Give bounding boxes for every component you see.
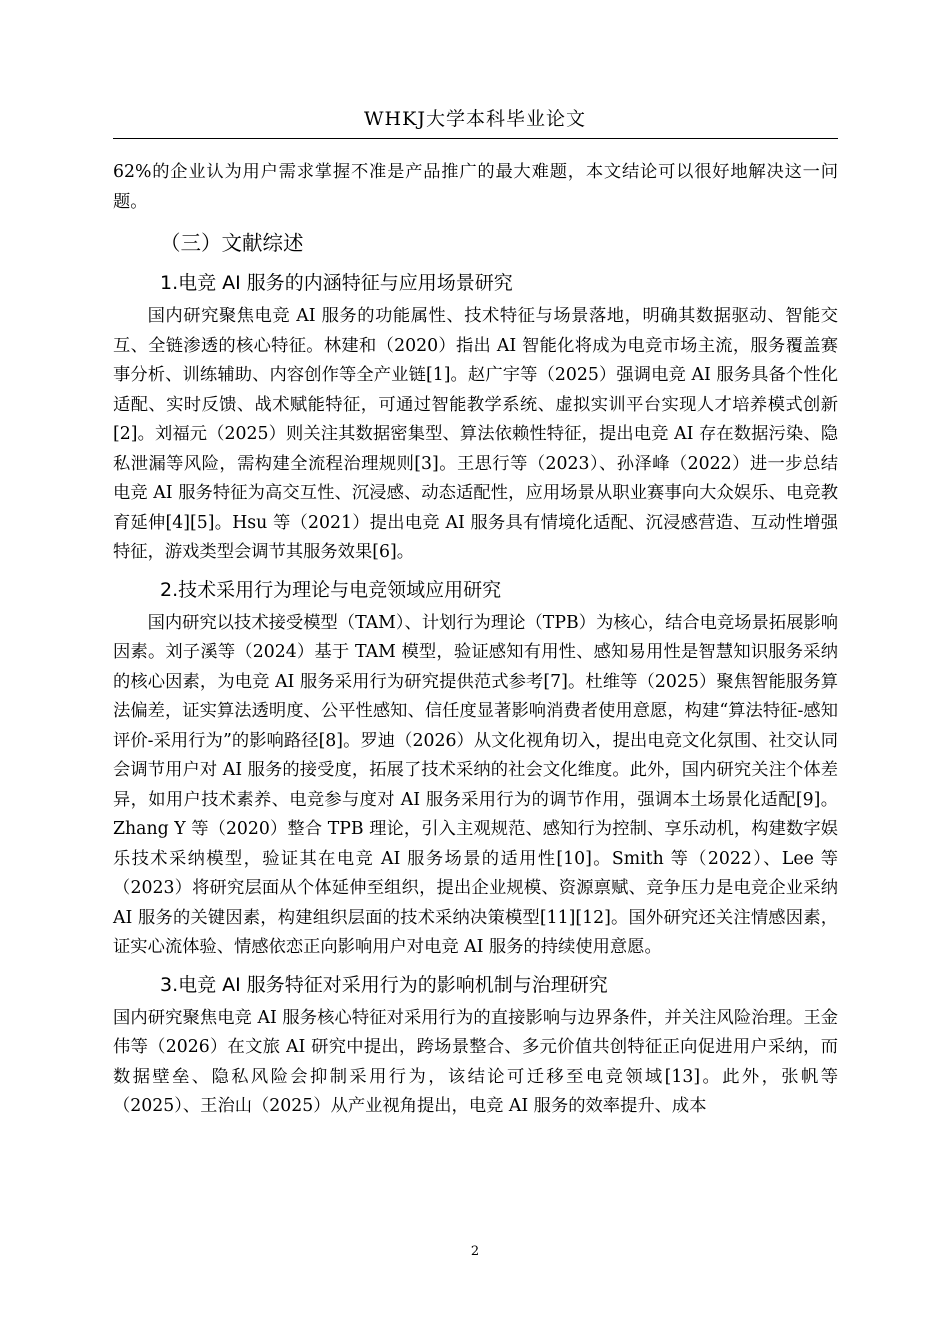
subsection-heading-2: 2.技术采用行为理论与电竞领域应用研究 bbox=[160, 578, 502, 601]
paragraph-1: 国内研究聚焦电竞 AI 服务的功能属性、技术特征与场景落地，明确其数据驱动、智能交互、全链渗透的核心特征。林建和（2020）指出 AI 智能化将成为电竞市场主流，服务覆盖赛事分析、训练辅助、内容创作等全产业链[1]。赵广宇等（2025）强调电竞 AI 服务具备个性化适配、实时反馈、战术赋能特征，可通过智能教学系统、虚拟实训平台实现人才培养模式创新[2]。刘福元（2025）则关注其数据密集型、算法依赖性特征，提出电竞 AI 存在数据污染、隐私泄漏等风险，需构建全流程治理规则[3]。王思行等（2023）、孙泽峰（2022）进一步总结电竞 AI 服务特征为高交互性、沉浸感、动态适配性，应用场景从职业赛事向大众娱乐、电竞教育延伸[4][5]。Hsu 等（2021）提出电竞 AI 服务具有情境化适配、沉浸感营造、互动性增强特征，游戏类型会调节其服务效果[6]。 bbox=[113, 306, 838, 562]
body-content bbox=[113, 158, 838, 1122]
running-header: WHKJ大学本科毕业论文 bbox=[364, 108, 586, 130]
paragraph-3: 国内研究聚焦电竞 AI 服务核心特征对采用行为的直接影响与边界条件，并关注风险治理。王金伟等（2026）在文旅 AI 研究中提出，跨场景整合、多元价值共创特征正向促进用户采纳，而数据壁垒、隐私风险会抑制采用行为，该结论可迁移至电竞领域[13]。此外，张帆等（2025）、王治山（2025）从产业视角提出，电竞 AI 服务的效率提升、成本 bbox=[113, 1007, 838, 1116]
header-rule bbox=[113, 138, 838, 139]
paragraph-2: 国内研究以技术接受模型（TAM）、计划行为理论（TPB）为核心，结合电竞场景拓展影响因素。刘子溪等（2024）基于 TAM 模型，验证感知有用性、感知易用性是智慧知识服务采纳的核心因素，为电竞 AI 服务采用行为研究提供范式参考[7]。杜维等（2025）聚焦智能服务算法偏差，证实算法透明度、公平性感知、信任度显著影响消费者使用意愿，构建“算法特征-感知评价-采用行为”的影响路径[8]。罗迪（2026）从文化视角切入，提出电竞文化氛围、社交认同会调节用户对 AI 服务的接受度，拓展了技术采纳的社会文化维度。此外，国内研究关注个体差异，如用户技术素养、电竞参与度对 AI 服务采用行为的调节作用，强调本土场景化适配[9]。Zhang Y 等（2020）整合 TPB 理论，引入主观规范、感知行为控制、享乐动机，构建数字娱乐技术采纳模型，验证其在电竞 AI 服务场景的适用性[10]。Smith 等（2022）、Lee 等（2023）将研究层面从个体延伸至组织，提出企业规模、资源禀赋、竞争压力是电竞企业采纳 AI 服务的关键因素，构建组织层面的技术采纳决策模型[11][12]。国外研究还关注情感因素，证实心流体验、情感依恋正向影响用户对电竞 AI 服务的持续使用意愿。 bbox=[113, 612, 838, 957]
paragraph-continuation: 62%的企业认为用户需求掌握不准是产品推广的最大难题，本文结论可以很好地解决这一问题。 bbox=[113, 162, 838, 212]
subsection-heading-3: 3.电竞 AI 服务特征对采用行为的影响机制与治理研究 bbox=[160, 973, 608, 996]
section-heading: （三）文献综述 bbox=[160, 231, 304, 255]
subsection-heading-1: 1.电竞 AI 服务的内涵特征与应用场景研究 bbox=[160, 272, 513, 294]
page-number: 2 bbox=[470, 1244, 480, 1259]
